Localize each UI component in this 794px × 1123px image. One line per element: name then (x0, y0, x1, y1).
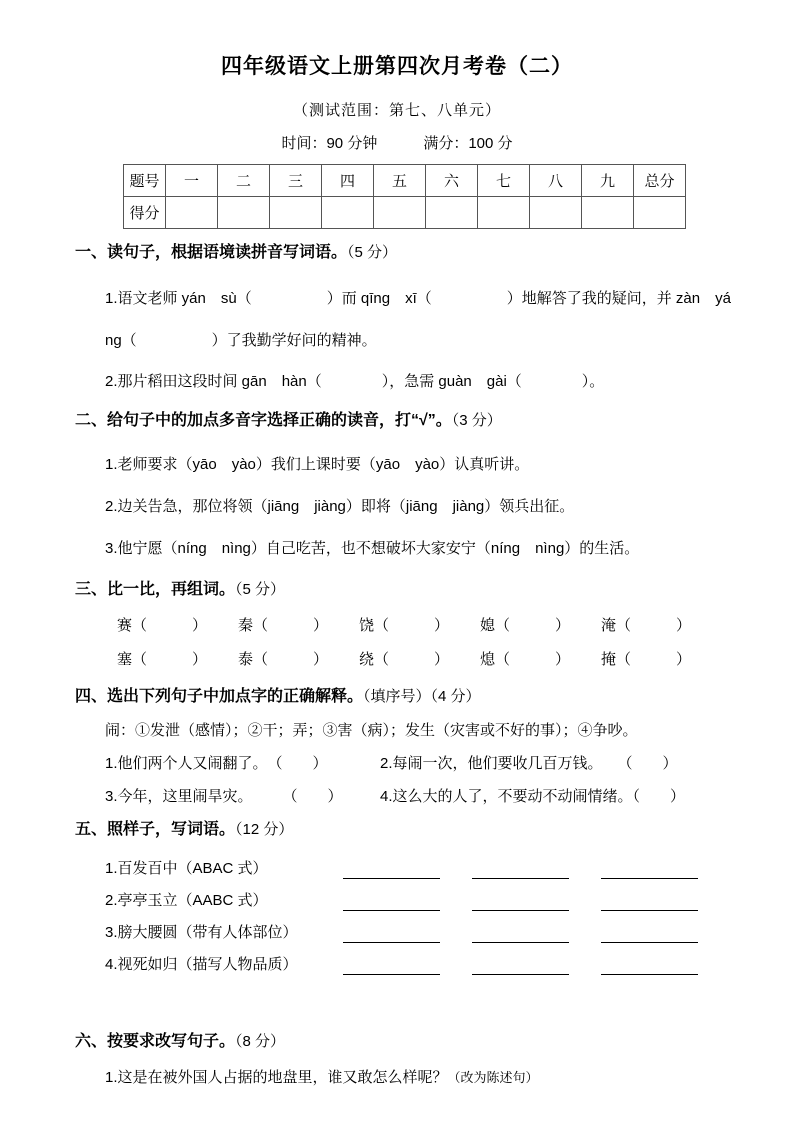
score-table-cell: 二 (218, 165, 270, 197)
section-4-heading-text: 四、选出下列句子中加点字的正确解释。 (75, 688, 364, 705)
question-2-2: 2.边关告急，那位将领（jiāng jiàng）即将（jiāng jiàng）领兵出征。 (105, 498, 575, 515)
answer-blank (601, 957, 698, 975)
exam-info-line (0, 133, 794, 155)
score-empty-cell (166, 197, 218, 229)
section-2-heading (75, 410, 794, 432)
word-blank: 掩（ ） (601, 651, 692, 668)
word-blank: 饶（ ） (359, 617, 450, 634)
question-6-1 (105, 1067, 794, 1088)
answer-blank (601, 893, 698, 911)
score-empty-cell (426, 197, 478, 229)
answer-blank (343, 925, 440, 943)
section-6-heading (75, 1031, 794, 1053)
score-table-cell: 五 (374, 165, 426, 197)
score-table (123, 164, 686, 229)
question-6-1-text: 1.这是在被外国人占据的地盘里，谁又敢怎么样呢？ (105, 1069, 448, 1086)
answer-blank (343, 957, 440, 975)
word-compare-row-2 (117, 649, 794, 670)
answer-blank (601, 861, 698, 879)
section-2-points: （3 分） (451, 412, 502, 429)
section-5-heading (75, 819, 794, 841)
answer-blank (472, 893, 569, 911)
score-table-cell: 总分 (634, 165, 686, 197)
word-blank: 泰（ ） (238, 651, 329, 668)
section-1-heading-text: 一、读句子，根据语境读拼音写词语。 (75, 244, 348, 261)
definition-line: 闹：①发泄（感情）；②干；弄；③害（病）；发生（灾害或不好的事）；④争吵。 (105, 722, 638, 739)
section-4-heading (75, 686, 794, 708)
score-table-cell: 六 (426, 165, 478, 197)
pattern-word-label: 2.亭亭玉立（AABC 式） (105, 892, 268, 909)
score-table-cell: 八 (530, 165, 582, 197)
score-row-label: 得分 (124, 197, 166, 229)
score-table-header-row (124, 165, 686, 197)
score-table-cell: 四 (322, 165, 374, 197)
question-4-1: 1.他们两个人又闹翻了。 （ ） (105, 755, 328, 772)
page-title: 四年级语文上册第四次月考卷（二） (221, 55, 573, 78)
score-empty-cell (270, 197, 322, 229)
section-4-points: （4 分） (430, 688, 481, 705)
word-blank: 熄（ ） (480, 651, 571, 668)
question-1-2: 2.那片稻田这段时间 gān hàn（ ），急需 guàn gài（ ）。 (105, 373, 605, 390)
answer-blank (343, 861, 440, 879)
section-3-points: （5 分） (235, 581, 286, 598)
answer-blank (343, 893, 440, 911)
score-table-cell: 题号 (124, 165, 166, 197)
score-empty-cell (530, 197, 582, 229)
word-blank: 绕（ ） (359, 651, 450, 668)
section-6-points: （8 分） (235, 1033, 286, 1050)
section-5-heading-text: 五、照样子，写词语。 (75, 821, 236, 838)
pattern-word-label: 1.百发百中（ABAC 式） (105, 860, 268, 877)
score-table-score-row (124, 197, 686, 229)
word-blank: 媳（ ） (480, 617, 571, 634)
word-blank: 淹（ ） (601, 617, 692, 634)
pattern-word-row-1 (105, 858, 794, 879)
question-6-1-note: （改为陈述句） (447, 1070, 539, 1085)
pattern-word-row-2 (105, 890, 794, 911)
time-label: 时间：90 分钟 (281, 135, 378, 152)
score-empty-cell (218, 197, 270, 229)
score-empty-cell (322, 197, 374, 229)
question-2-1: 1.老师要求（yāo yào）我们上课时要（yāo yào）认真听讲。 (105, 456, 530, 473)
word-blank: 赛（ ） (117, 617, 208, 634)
pattern-word-label: 3.膀大腰圆（带有人体部位） (105, 924, 298, 941)
score-table-cell: 一 (166, 165, 218, 197)
full-score-label: 满分：100 分 (423, 135, 513, 152)
answer-blank (472, 925, 569, 943)
score-empty-cell (478, 197, 530, 229)
pattern-word-row-4 (105, 954, 794, 975)
word-blank: 塞（ ） (117, 651, 208, 668)
question-1-1-line-2: ng（ ）了我勤学好问的精神。 (105, 332, 377, 349)
section-3-heading-text: 三、比一比，再组词。 (75, 581, 236, 598)
answer-blank (472, 957, 569, 975)
score-empty-cell (634, 197, 686, 229)
section-1-points: （5 分） (347, 244, 398, 261)
question-1-1-line-1: 1.语文老师 yán sù（ ）而 qīng xī（ ）地解答了我的疑问，并 zàn yá (105, 290, 731, 307)
answer-blank (472, 861, 569, 879)
pattern-word-row-3 (105, 922, 794, 943)
pattern-word-label: 4.视死如归（描写人物品质） (105, 956, 298, 973)
score-table-cell: 九 (582, 165, 634, 197)
section-4-note: （填序号） (363, 689, 431, 705)
question-4-2: 2.每闹一次，他们要收几百万钱。 （ ） (380, 755, 678, 772)
question-4-row-1 (105, 753, 794, 774)
word-blank: 秦（ ） (238, 617, 329, 634)
section-6-heading-text: 六、按要求改写句子。 (75, 1033, 236, 1050)
score-empty-cell (582, 197, 634, 229)
section-3-heading (75, 579, 794, 601)
score-table-cell: 七 (478, 165, 530, 197)
section-2-heading-text: 二、给句子中的加点多音字选择正确的读音，打“√”。 (75, 412, 452, 429)
section-5-points: （12 分） (235, 821, 294, 838)
question-4-3: 3.今年，这里闹旱灾。 （ ） (105, 788, 343, 805)
question-4-row-2 (105, 786, 794, 807)
answer-blank (601, 925, 698, 943)
question-2-3: 3.他宁愿（níng nìng）自己吃苦，也不想破坏大家安宁（níng nìng）的生活。 (105, 540, 640, 557)
score-empty-cell (374, 197, 426, 229)
word-compare-row-1 (117, 615, 794, 636)
question-4-4: 4.这么大的人了，不要动不动闹情绪。（ ） (380, 788, 686, 805)
test-scope-subtitle: （测试范围：第七、八单元） (292, 102, 501, 119)
score-table-cell: 三 (270, 165, 322, 197)
section-1-heading (75, 242, 794, 264)
